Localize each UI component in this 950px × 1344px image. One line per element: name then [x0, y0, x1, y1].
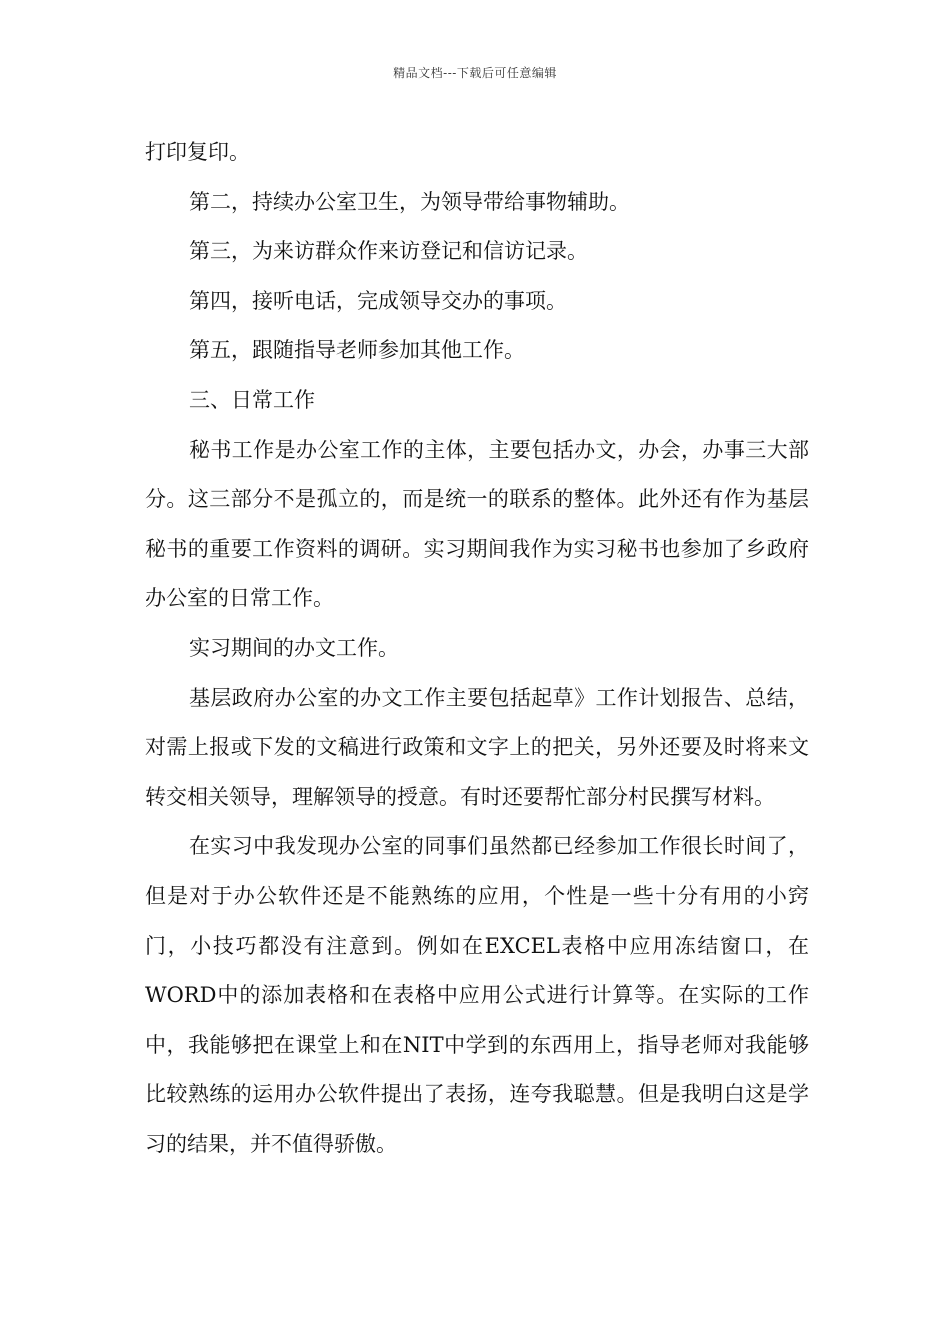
paragraph-continuation: 打印复印。	[145, 140, 250, 164]
paragraph-document-work: 基层政府办公室的办文工作主要包括起草》工作计划报告、总结，对需上报或下发的文稿进行政策和文字上的把关，另外还要及时将来文转交相关领导，理解领导的授意。有时还要帮忙部分村民撰写材料。	[145, 685, 809, 809]
paragraph-secretary-work: 秘书工作是办公室工作的主体，主要包括办文，办会，办事三大部分。这三部分不是孤立的，而是统一的联系的整体。此外还有作为基层秘书的重要工作资料的调研。实习期间我作为实习秘书也参加了乡政府办公室的日常工作。	[145, 437, 809, 611]
page-header: 精品文档---下载后可任意编辑	[393, 66, 557, 80]
section-heading-daily-work: 三、日常工作	[189, 387, 315, 412]
paragraph-item-3: 第三，为来访群众作来访登记和信访记录。	[189, 239, 588, 264]
paragraph-item-4: 第四，接听电话，完成领导交办的事项。	[189, 288, 567, 313]
paragraph-item-5: 第五，跟随指导老师参加其他工作。	[189, 338, 525, 363]
document-body	[145, 128, 809, 1169]
paragraph-item-2: 第二，持续办公室卫生，为领导带给事物辅助。	[189, 189, 630, 214]
paragraph-document-work-title: 实习期间的办文工作。	[189, 635, 399, 660]
paragraph-office-software: 在实习中我发现办公室的同事们虽然都已经参加工作很长时间了，但是对于办公软件还是不能熟练的应用，个性是一些十分有用的小窍门，小技巧都没有注意到。例如在EXCEL表格中应用冻结窗口，在WORD中的添加表格和在表格中应用公式进行计算等。在实际的工作中，我能够把在课堂上和在NIT中学到的东西用上，指导老师对我能够比较熟练的运用办公软件提出了表扬，连夸我聪慧。但是我明白这是学习的结果，并不值得骄傲。	[145, 834, 809, 1156]
